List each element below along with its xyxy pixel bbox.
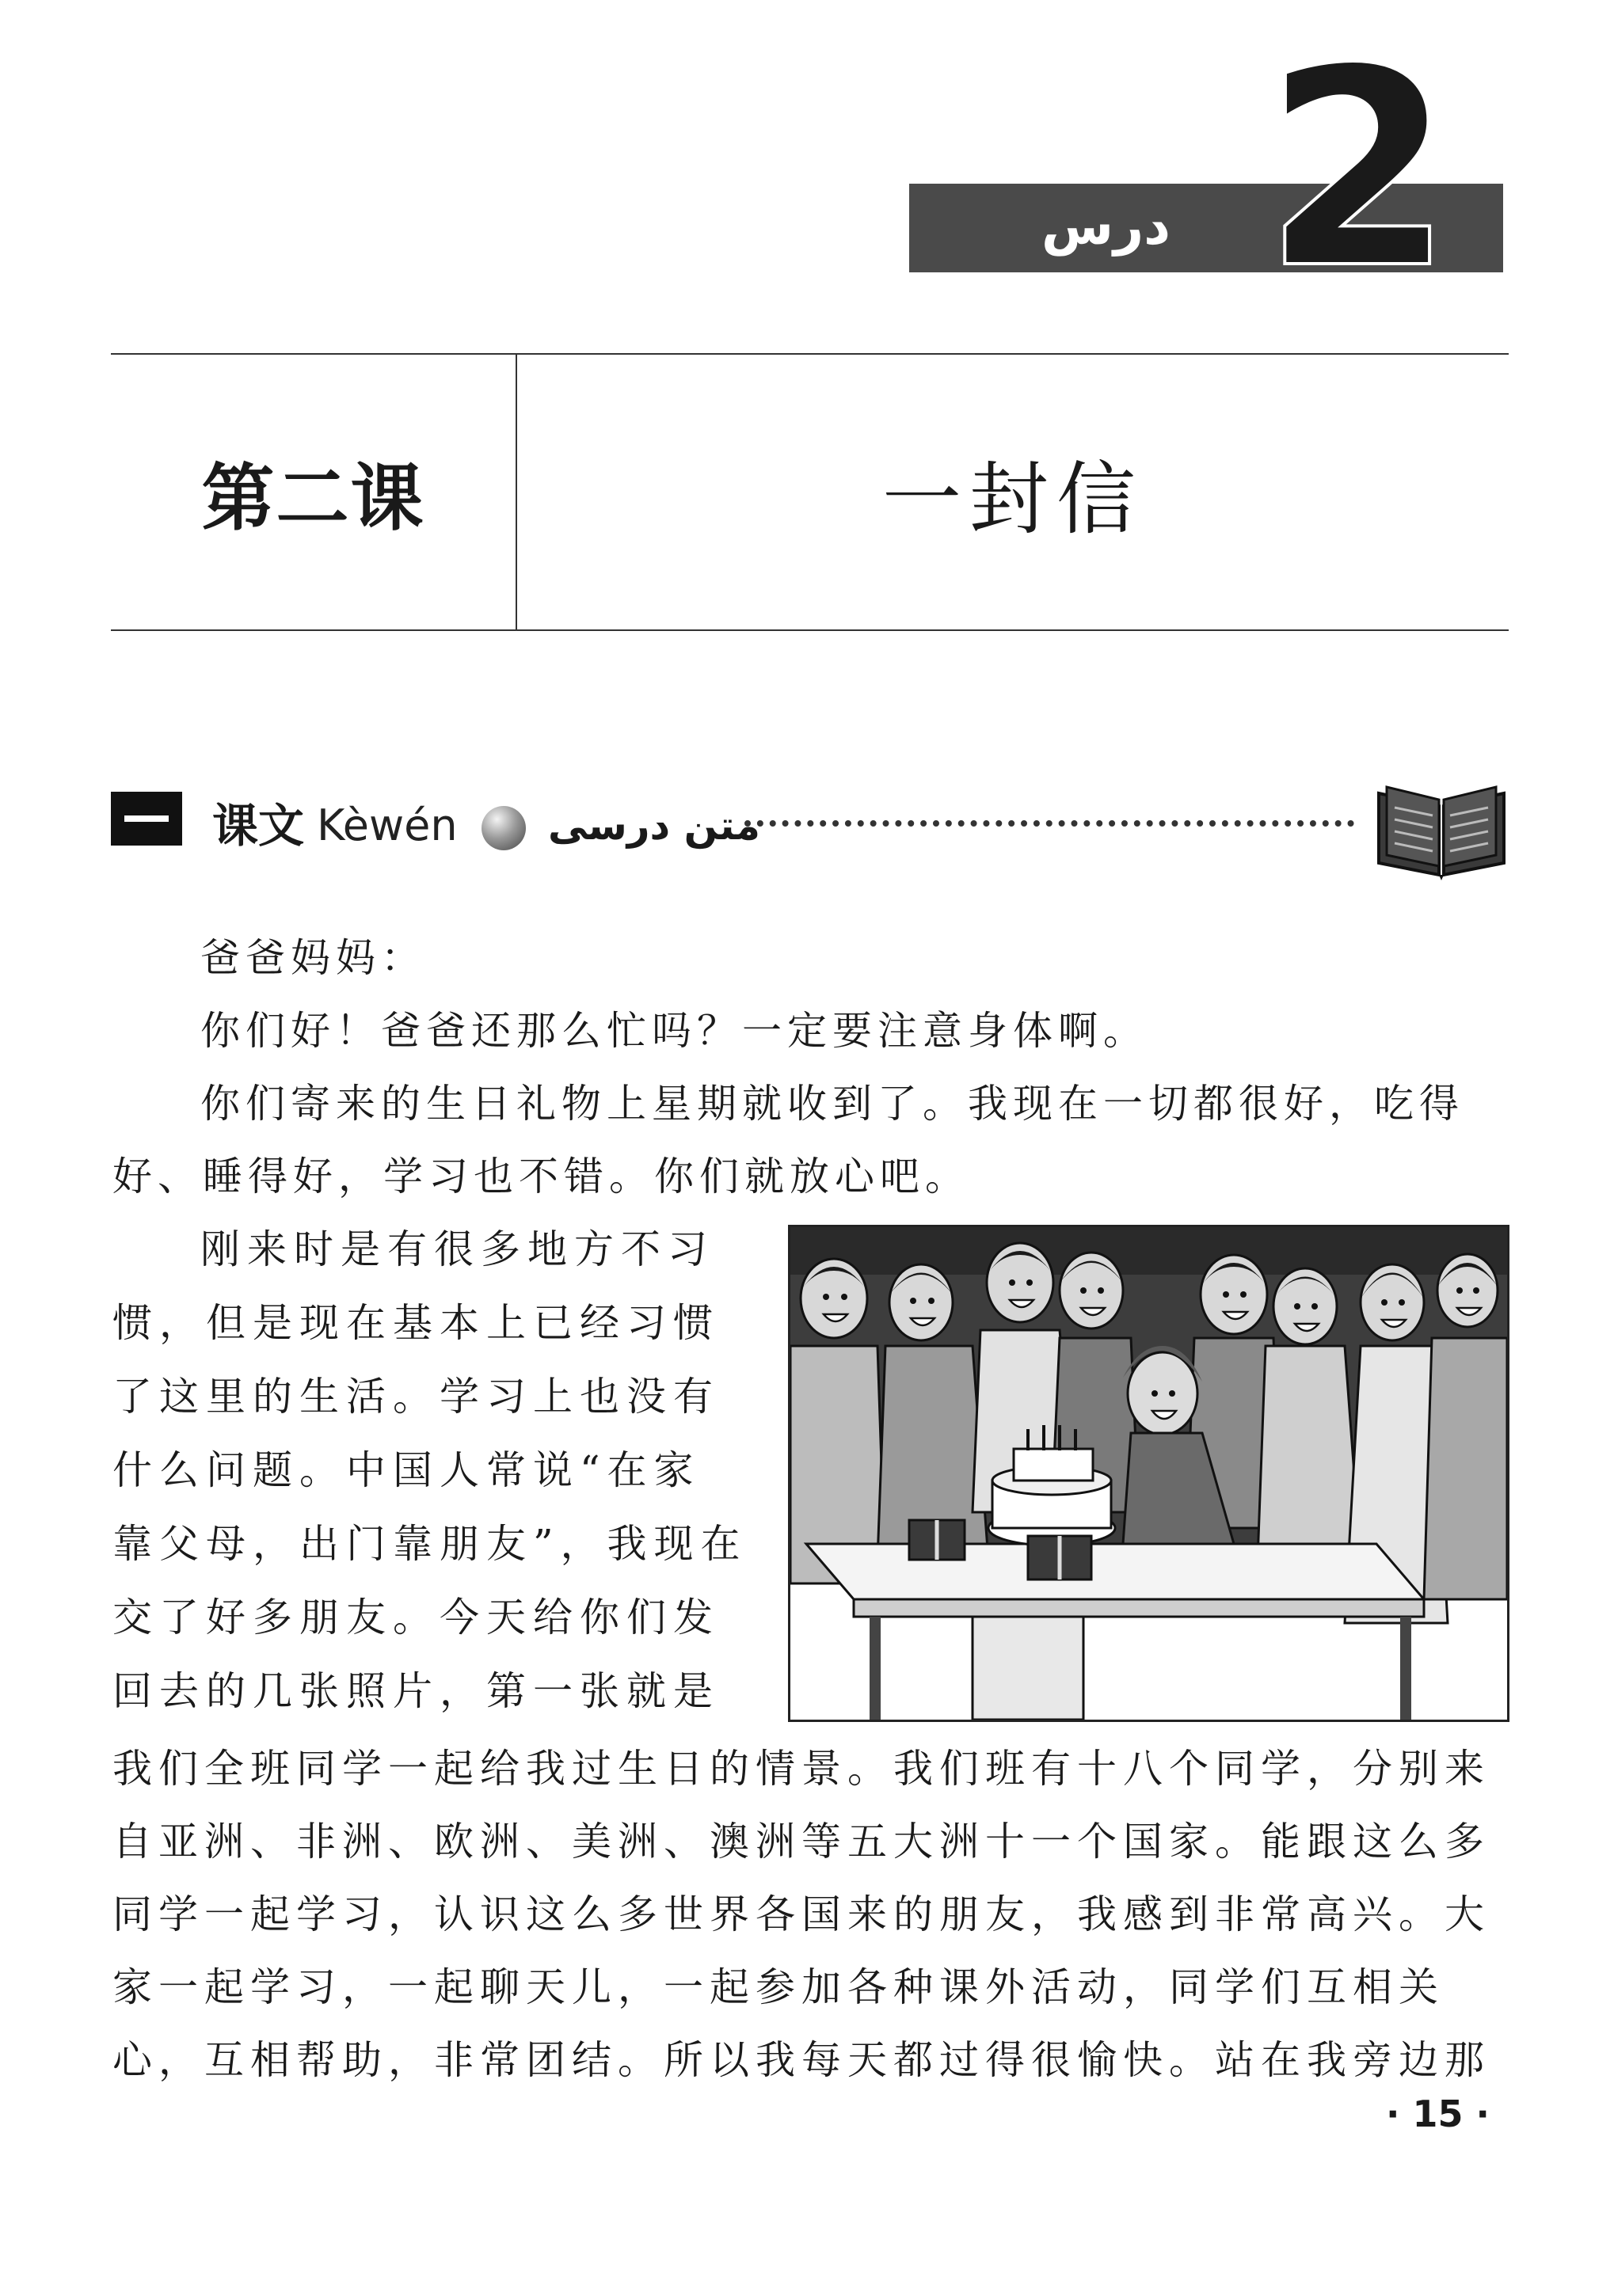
- paragraph-line: 了这里的生活。学习上也没有: [112, 1374, 720, 1420]
- lesson-title: 一封信: [882, 452, 1144, 545]
- letter-salutation: 爸爸妈妈：: [200, 935, 426, 981]
- paragraph-beside-image: [112, 1213, 762, 1728]
- paragraph-line: 自亚洲、非洲、欧洲、美洲、澳洲等五大洲十一个国家。能跟这么多: [112, 1819, 1490, 1865]
- paragraph-line: 心，互相帮助，非常团结。所以我每天都过得很愉快。站在我旁边那: [112, 2037, 1490, 2083]
- section-marker-dash: [124, 815, 169, 822]
- letter-greeting: 你们好！爸爸还那么忙吗？一定要注意身体啊。: [200, 1008, 1148, 1054]
- lesson-label: 第二课: [201, 454, 425, 541]
- paragraph-line: 什么问题。中国人常说“在家: [112, 1447, 701, 1493]
- paragraph-line: 我们全班同学一起给我过生日的情景。我们班有十八个同学，分别来: [112, 1746, 1490, 1792]
- paragraph-line: 靠父母，出门靠朋友”，我现在: [112, 1521, 748, 1567]
- section-title: 课文: [212, 799, 305, 853]
- paragraph-full-width: [112, 1732, 1514, 2096]
- lesson-word-persian: درس: [1041, 196, 1171, 257]
- paragraph-line: 惯，但是现在基本上已经习惯: [112, 1300, 720, 1346]
- section-title-persian: متن درسی: [548, 803, 760, 849]
- paragraph-line: 同学一起学习，认识这么多世界各国来的朋友，我感到非常高兴。大: [112, 1891, 1490, 1937]
- paragraph-line: 交了好多朋友。今天给你们发: [112, 1595, 720, 1640]
- birthday-party-illustration: [788, 1225, 1509, 1722]
- dotted-leader: [744, 820, 1354, 827]
- paragraph-line: 好、睡得好，学习也不错。你们就放心吧。: [112, 1154, 970, 1199]
- paragraph-line: 刚来时是有很多地方不习: [200, 1226, 714, 1272]
- open-book-icon: [1374, 776, 1509, 883]
- section-marker: [111, 792, 182, 846]
- page-number: · 15 ·: [1386, 2093, 1490, 2135]
- bullet-ball-icon: [482, 806, 526, 850]
- paragraph-line: 你们寄来的生日礼物上星期就收到了。我现在一切都很好，吃得: [200, 1081, 1464, 1127]
- paragraph-line: 回去的几张照片，第一张就是: [112, 1668, 720, 1714]
- lesson-number: 2: [1263, 11, 1454, 329]
- section-title-pinyin: Kèwén: [317, 800, 458, 850]
- paragraph-line: 家一起学习，一起聊天儿，一起参加各种课外活动，同学们互相关: [112, 1964, 1445, 2010]
